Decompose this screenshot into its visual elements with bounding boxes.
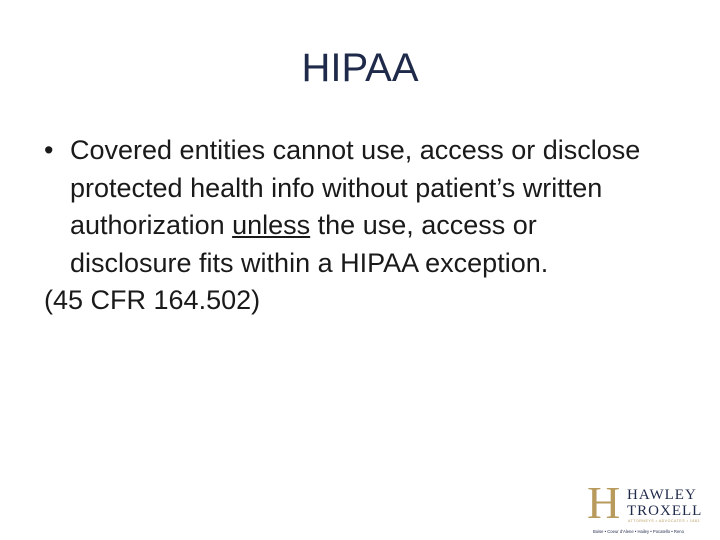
- bullet-text-emphasis: unless: [232, 210, 311, 240]
- logo-line1: HAWLEY: [627, 487, 697, 503]
- logo-line2: TROXELL: [627, 503, 703, 519]
- logo-letter: H: [587, 480, 621, 528]
- bullet-text-after: the use, access or disclosure fits within a HIPAA exception.: [70, 210, 549, 278]
- bullet-text-before: Covered entities cannot use, access or disclose protected health info without patient’s written authorization: [70, 135, 641, 240]
- bullet-item: [44, 132, 664, 282]
- bullet-text: [70, 135, 640, 278]
- logo-offices: Boise • Coeur d'Alene • Hailey • Pocatello • Reno: [593, 529, 684, 534]
- hawley-troxell-logo: [587, 480, 715, 536]
- citation: (45 CFR 164.502): [44, 285, 261, 315]
- bullet-marker: •: [44, 135, 54, 165]
- slide-body: [44, 132, 664, 320]
- logo-tagline: ATTORNEYS • ADVOCATES • 1883: [628, 519, 700, 523]
- slide-title: HIPAA: [301, 46, 419, 90]
